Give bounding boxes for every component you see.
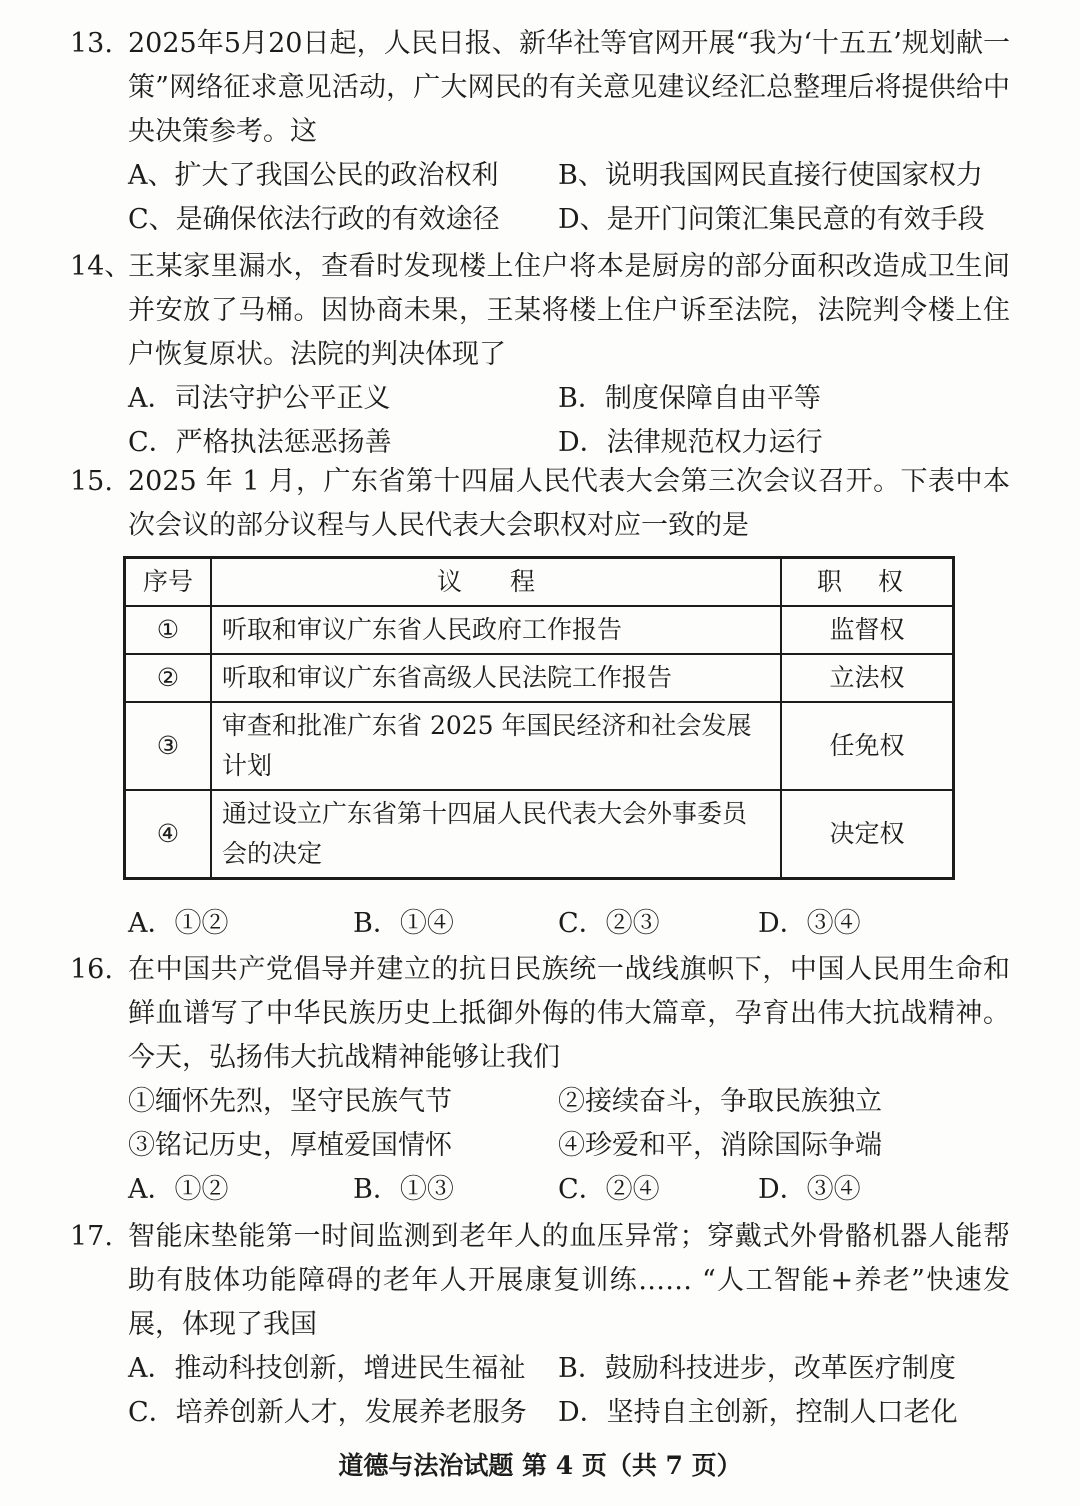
question-stem — [70, 22, 1010, 154]
option-c: C．②④ — [558, 1174, 660, 1205]
question-number: 13. — [70, 28, 113, 59]
question-17 — [70, 1215, 1010, 1435]
option-a: A．推动科技创新，增进民生福祉 — [128, 1353, 526, 1384]
row-agenda: 审查和批准广东省 2025 年国民经济和社会发展计划 — [211, 702, 781, 790]
question-stem — [70, 245, 1010, 377]
options — [128, 1347, 1010, 1435]
option-c: C．②③ — [558, 908, 660, 939]
agenda-table — [123, 556, 955, 880]
options — [128, 902, 1010, 946]
statement-1: ①缅怀先烈，坚守民族气节 — [128, 1086, 452, 1117]
options — [128, 377, 1010, 465]
option-a: A．①② — [128, 1174, 229, 1205]
question-15 — [70, 460, 1010, 548]
row-number: ④ — [125, 790, 212, 879]
table-row — [125, 702, 954, 790]
row-power: 监督权 — [781, 606, 954, 654]
statement-4: ④珍爱和平，消除国际争端 — [558, 1130, 882, 1161]
row-agenda: 听取和审议广东省高级人民法院工作报告 — [211, 654, 781, 702]
row-power: 任免权 — [781, 702, 954, 790]
question-stem — [70, 460, 1010, 548]
question-text: 2025 年 1 月，广东省第十四届人民代表大会第三次会议召开。下表中本次会议的部分议程与人民代表大会职权对应一致的是 — [128, 466, 1010, 541]
question-stem — [70, 1215, 1010, 1347]
table-row — [125, 654, 954, 702]
row-agenda: 通过设立广东省第十四届人民代表大会外事委员会的决定 — [211, 790, 781, 879]
question-stem — [70, 948, 1010, 1080]
table-header-row — [125, 558, 954, 607]
option-d: D．坚持自主创新，控制人口老化 — [558, 1397, 958, 1428]
question-number: 15. — [70, 466, 113, 497]
options — [128, 154, 1010, 242]
header-number: 序号 — [125, 558, 212, 607]
question-15-options — [70, 902, 1010, 946]
option-b: B．①③ — [353, 1174, 454, 1205]
header-power: 职 权 — [781, 558, 954, 607]
option-d: D、是开门问策汇集民意的有效手段 — [558, 204, 985, 235]
option-a: A、扩大了我国公民的政治权利 — [128, 160, 499, 191]
row-number: ① — [125, 606, 212, 654]
option-b: B．制度保障自由平等 — [558, 383, 821, 414]
row-power: 决定权 — [781, 790, 954, 879]
option-c: C、是确保依法行政的有效途径 — [128, 204, 500, 235]
option-c: C．严格执法惩恶扬善 — [128, 427, 392, 458]
option-a: A．①② — [128, 908, 229, 939]
question-13 — [70, 22, 1010, 242]
table-row — [125, 606, 954, 654]
question-number: 17. — [70, 1221, 113, 1252]
page-footer: 道德与法治试题 第 4 页（共 7 页） — [338, 1451, 742, 1480]
options — [128, 1168, 1010, 1212]
row-power: 立法权 — [781, 654, 954, 702]
question-number: 16. — [70, 954, 113, 985]
question-text: 2025年5月20日起，人民日报、新华社等官网开展“我为‘十五五’规划献一策”网络征求意见活动，广大网民的有关意见建议经汇总整理后将提供给中央决策参考。这 — [128, 28, 1010, 147]
option-a: A．司法守护公平正义 — [128, 383, 391, 414]
header-agenda: 议 程 — [211, 558, 781, 607]
question-number: 14、 — [70, 251, 132, 282]
question-text: 在中国共产党倡导并建立的抗日民族统一战线旗帜下，中国人民用生命和鲜血谱写了中华民族历史上抵御外侮的伟大篇章，孕育出伟大抗战精神。今天，弘扬伟大抗战精神能够让我们 — [128, 954, 1010, 1073]
option-c: C．培养创新人才，发展养老服务 — [128, 1397, 527, 1428]
row-number: ③ — [125, 702, 212, 790]
option-b: B、说明我国网民直接行使国家权力 — [558, 160, 983, 191]
option-b: B．①④ — [353, 908, 454, 939]
option-b: B．鼓励科技进步，改革医疗制度 — [558, 1353, 956, 1384]
option-d: D．③④ — [758, 908, 861, 939]
statement-3: ③铭记历史，厚植爱国情怀 — [128, 1130, 452, 1161]
question-16 — [70, 948, 1010, 1212]
question-text: 王某家里漏水，查看时发现楼上住户将本是厨房的部分面积改造成卫生间并安放了马桶。因协商未果，王某将楼上住户诉至法院，法院判令楼上住户恢复原状。法院的判决体现了 — [128, 251, 1010, 370]
row-agenda: 听取和审议广东省人民政府工作报告 — [211, 606, 781, 654]
option-d: D．③④ — [758, 1174, 861, 1205]
statement-items — [128, 1080, 1010, 1168]
question-14 — [70, 245, 1010, 465]
question-text: 智能床垫能第一时间监测到老年人的血压异常；穿戴式外骨骼机器人能帮助有肢体功能障碍的老年人开展康复训练…… “人工智能+养老”快速发展，体现了我国 — [128, 1221, 1010, 1340]
row-number: ② — [125, 654, 212, 702]
table-row — [125, 790, 954, 879]
statement-2: ②接续奋斗，争取民族独立 — [558, 1086, 882, 1117]
option-d: D．法律规范权力运行 — [558, 427, 823, 458]
